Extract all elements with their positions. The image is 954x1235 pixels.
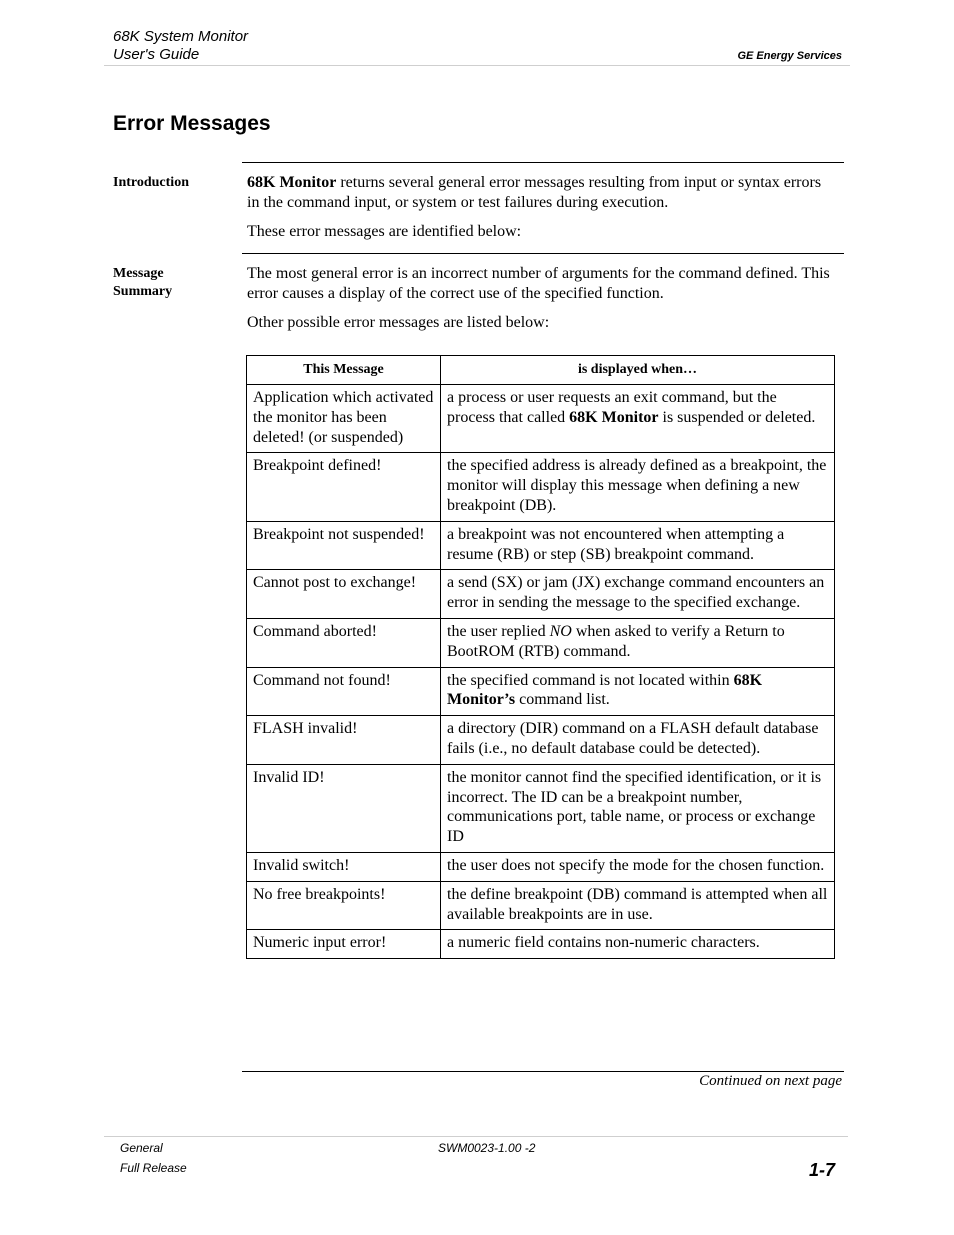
page-number: 1-7: [809, 1160, 836, 1180]
message-cell: Invalid ID!: [247, 764, 441, 852]
summary-paragraph: The most general error is an incorrect number of arguments for the command defined. This error causes a display of the correct use of the specified function.: [247, 265, 830, 302]
description-cell: a process or user requests an exit command, but the process that called 68K Monitor is suspended or deleted.: [441, 385, 835, 453]
header-divider: [104, 65, 850, 66]
product-name: 68K Monitor: [247, 174, 337, 191]
message-cell: FLASH invalid!: [247, 716, 441, 765]
section-divider: [242, 1071, 844, 1072]
table-row: [247, 521, 835, 570]
summary-paragraph-2: Other possible error messages are listed below:: [247, 314, 550, 331]
table-row: [247, 716, 835, 765]
description-cell: the user replied NO when asked to verify a Return to BootROM (RTB) command.: [441, 618, 835, 667]
message-cell: Breakpoint not suspended!: [247, 521, 441, 570]
footer-release: Full Release: [120, 1161, 187, 1175]
description-cell: the monitor cannot find the specified identification, or it is incorrect. The ID can be a breakpoint number, communications port, table name, or process or exchange ID: [441, 764, 835, 852]
table-row: [247, 881, 835, 930]
introduction-paragraph: 68K Monitor returns several general error messages resulting from input or syntax errors in the command input, or system or test failures during execution.: [247, 174, 822, 211]
continued-note: Continued on next page: [699, 1073, 842, 1089]
message-cell: Breakpoint defined!: [247, 453, 441, 521]
footer-category: General: [120, 1141, 163, 1155]
message-cell: Application which activated the monitor has been deleted! (or suspended): [247, 385, 441, 453]
description-cell: a send (SX) or jam (JX) exchange command encounters an error in sending the message to the specified exchange.: [441, 570, 835, 619]
message-cell: Numeric input error!: [247, 930, 441, 959]
table-header-row: [247, 356, 835, 385]
table-row: [247, 385, 835, 453]
section-divider: [242, 253, 844, 254]
running-header: [113, 28, 248, 64]
table-row: [247, 667, 835, 716]
message-summary-label: Message Summary: [113, 266, 173, 299]
description-cell: the user does not specify the mode for the chosen function.: [441, 852, 835, 881]
error-messages-table: [246, 355, 835, 959]
introduction-label: Introduction: [113, 175, 189, 190]
description-cell: a numeric field contains non-numeric characters.: [441, 930, 835, 959]
table-row: [247, 453, 835, 521]
description-cell: the specified address is already defined as a breakpoint, the monitor will display this message when defining a new breakpoint (DB).: [441, 453, 835, 521]
message-cell: Command aborted!: [247, 618, 441, 667]
table-row: [247, 930, 835, 959]
footer-divider: [104, 1136, 848, 1137]
column-header-message: This Message: [247, 356, 441, 385]
column-header-when: is displayed when…: [441, 356, 835, 385]
section-title: Error Messages: [113, 112, 271, 135]
table-row: [247, 570, 835, 619]
table-row: [247, 764, 835, 852]
header-company: GE Energy Services: [737, 50, 842, 62]
description-cell: the specified command is not located within 68K Monitor’s command list.: [441, 667, 835, 716]
description-cell: a breakpoint was not encountered when attempting a resume (RB) or step (SB) breakpoint command.: [441, 521, 835, 570]
header-title-line1: 68K System Monitor: [113, 28, 249, 45]
message-cell: Cannot post to exchange!: [247, 570, 441, 619]
section-divider: [242, 162, 844, 163]
header-title-line2: User's Guide: [113, 46, 200, 63]
message-cell: Invalid switch!: [247, 852, 441, 881]
table-row: [247, 618, 835, 667]
message-cell: Command not found!: [247, 667, 441, 716]
description-cell: the define breakpoint (DB) command is attempted when all available breakpoints are in use.: [441, 881, 835, 930]
description-cell: a directory (DIR) command on a FLASH default database fails (i.e., no default database could be detected).: [441, 716, 835, 765]
table-row: [247, 852, 835, 881]
introduction-paragraph-2: These error messages are identified below:: [247, 223, 522, 240]
message-cell: No free breakpoints!: [247, 881, 441, 930]
footer-doc-number: SWM0023-1.00 -2: [438, 1141, 536, 1155]
